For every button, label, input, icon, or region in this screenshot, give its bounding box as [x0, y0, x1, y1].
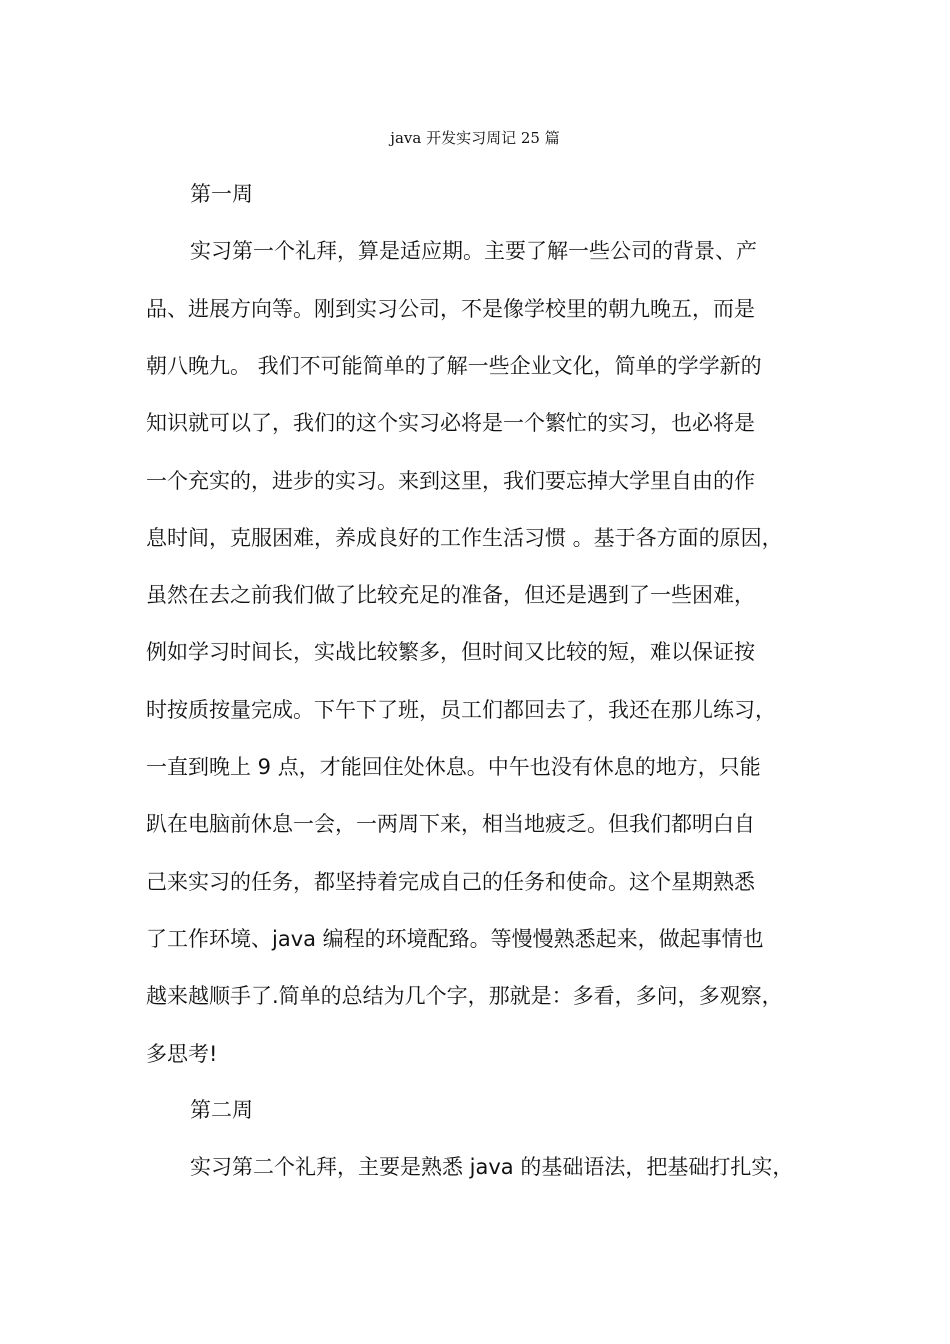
paragraph-line: 越来越顺手了.简单的总结为几个字，那就是：多看，多问，多观察，: [146, 984, 783, 1008]
paragraph-line: 息时间，克服困难，养成良好的工作生活习惯 。基于各方面的原因，: [146, 526, 783, 550]
paragraph-line: 实习第二个礼拜，主要是熟悉 java 的基础语法，把基础打扎实，: [190, 1155, 794, 1179]
paragraph-line: 了工作环境、java 编程的环境配臵。等慢慢熟悉起来，做起事情也: [146, 927, 764, 951]
paragraph-line: 知识就可以了，我们的这个实习必将是一个繁忙的实习，也必将是: [146, 411, 755, 435]
paragraph-line: 己来实习的任务，都坚持着完成自己的任务和使命。这个星期熟悉: [146, 870, 755, 894]
paragraph-line: 多思考!: [146, 1042, 218, 1066]
paragraph-line: 一直到晚上 9 点，才能回住处休息。中午也没有休息的地方，只能: [146, 755, 761, 779]
paragraph-line: 趴在电脑前休息一会，一两周下来，相当地疲乏。但我们都明白自: [146, 812, 755, 836]
paragraph-line: 朝八晚九。 我们不可能简单的了解一些企业文化，简单的学学新的: [146, 354, 762, 378]
paragraph-line: 一个充实的，进步的实习。来到这里，我们要忘掉大学里自由的作: [146, 469, 755, 493]
document-title: java 开发实习周记 25 篇: [390, 129, 560, 147]
paragraph-line: 虽然在去之前我们做了比较充足的准备，但还是遇到了一些困难，: [146, 583, 755, 607]
paragraph-line: 例如学习时间长，实战比较繁多，但时间又比较的短，难以保证按: [146, 640, 755, 664]
section-heading-week-1: 第一周: [190, 182, 253, 206]
paragraph-line: 品、进展方向等。刚到实习公司，不是像学校里的朝九晚五，而是: [146, 297, 755, 321]
paragraph-line: 实习第一个礼拜，算是适应期。主要了解一些公司的背景、产: [190, 239, 757, 263]
paragraph-line: 时按质按量完成。下午下了班，员工们都回去了，我还在那儿练习，: [146, 698, 776, 722]
section-heading-week-2: 第二周: [190, 1098, 253, 1122]
